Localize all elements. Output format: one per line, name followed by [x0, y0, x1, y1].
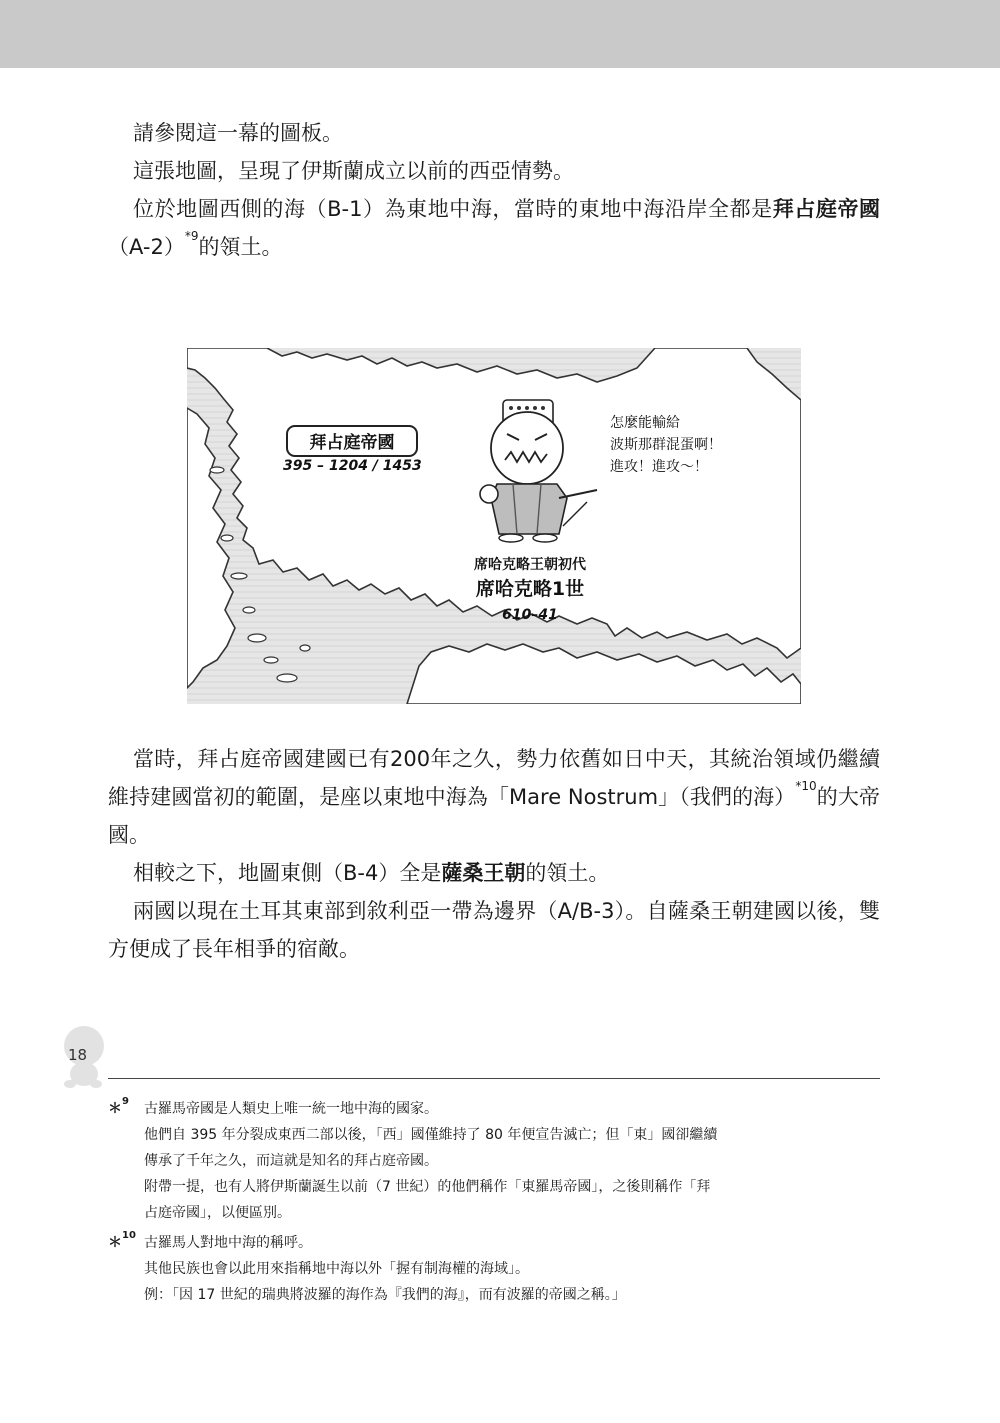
- intro-text: [108, 114, 880, 266]
- footnote-10-line: 其他民族也會以此用來指稱地中海以外「握有制海權的海域」。: [144, 1261, 529, 1277]
- footnote-9-mark: ＊$^9$: [108, 1096, 129, 1117]
- footnote-9: [108, 1096, 880, 1226]
- sasanian-bold: 薩桑王朝: [441, 861, 526, 885]
- paragraph-1b: 這張地圖，呈現了伊斯蘭成立以前的西亞情勢。: [133, 159, 574, 183]
- footnote-9-line: 古羅馬帝國是人類史上唯一統一地中海的國家。: [144, 1101, 438, 1117]
- map-svg: [187, 348, 801, 704]
- paragraph-3: 當時，拜占庭帝國建國已有200年之久，勢力依舊如日中天，其統治領域仍繼續維持建國當初的範圍，是座以東地中海為「Mare Nostrum」（我們的海）$^{*10}$的大帝國。: [108, 747, 880, 847]
- footnote-9-line: 占庭帝國」，以便區別。: [144, 1205, 291, 1221]
- paragraph-5: 兩國以現在土耳其東部到敘利亞一帶為邊界（A/B-3）。自薩桑王朝建國以後，雙方便成了長年相爭的宿敵。: [108, 899, 880, 961]
- footnote-10: [108, 1230, 880, 1308]
- footnote-divider: [108, 1078, 880, 1079]
- paragraph-2: 位於地圖西側的海（B-1）為東地中海，當時的東地中海沿岸全都是拜占庭帝國$(A-2)^{*9}$的領土。: [108, 197, 881, 259]
- ruler-dynasty-label: 席哈克略王朝初代: [474, 557, 586, 573]
- speech-line-1: 怎麼能輸給: [610, 415, 680, 431]
- byzantine-bold: 拜占庭帝國: [772, 197, 881, 221]
- speech-bubble: [610, 412, 722, 478]
- footnote-ref-10: *10: [795, 779, 817, 793]
- footnote-9-line: 附帶一提，也有人將伊斯蘭誕生以前（7 世紀）的他們稱作「東羅馬帝國」，之後則稱作「拜: [144, 1179, 711, 1195]
- page-number-badge: [60, 1020, 110, 1080]
- ruler-name-label: 席哈克略1世: [475, 578, 585, 600]
- footnote-9-line: 傳承了千年之久，而這就是知名的拜占庭帝國。: [144, 1153, 438, 1169]
- paragraph-4: 相較之下，地圖東側（B-4）全是薩桑王朝的領土。: [133, 861, 610, 885]
- footnote-10-mark: ＊$^{10}$: [108, 1230, 136, 1251]
- header-bar: [0, 0, 1000, 68]
- map-illustration: [187, 348, 801, 704]
- empire-years-label: 395 – 1204 / 1453: [283, 458, 422, 474]
- paragraph-1a: 請參閱這一幕的圖板。: [133, 121, 343, 145]
- speech-line-2: 波斯那群混蛋啊！: [610, 437, 722, 453]
- body-text: [108, 740, 880, 968]
- page-number: 18: [68, 1046, 88, 1064]
- footnote-9-line: 他們自 395 年分裂成東西二部以後，「西」國僅維持了 80 年便宣告滅亡；但「東」國卻繼續: [144, 1127, 718, 1143]
- footnote-10-line: 例：「因 17 世紀的瑞典將波羅的海作為『我們的海』，而有波羅的帝國之稱。」: [144, 1287, 626, 1303]
- footnote-10-line: 古羅馬人對地中海的稱呼。: [144, 1235, 312, 1251]
- empire-name-label: 拜占庭帝國: [309, 433, 395, 453]
- footnote-ref-9: *9: [184, 229, 199, 243]
- speech-line-3: 進攻！進攻～！: [610, 459, 708, 475]
- ruler-years-label: 610–41: [502, 607, 558, 623]
